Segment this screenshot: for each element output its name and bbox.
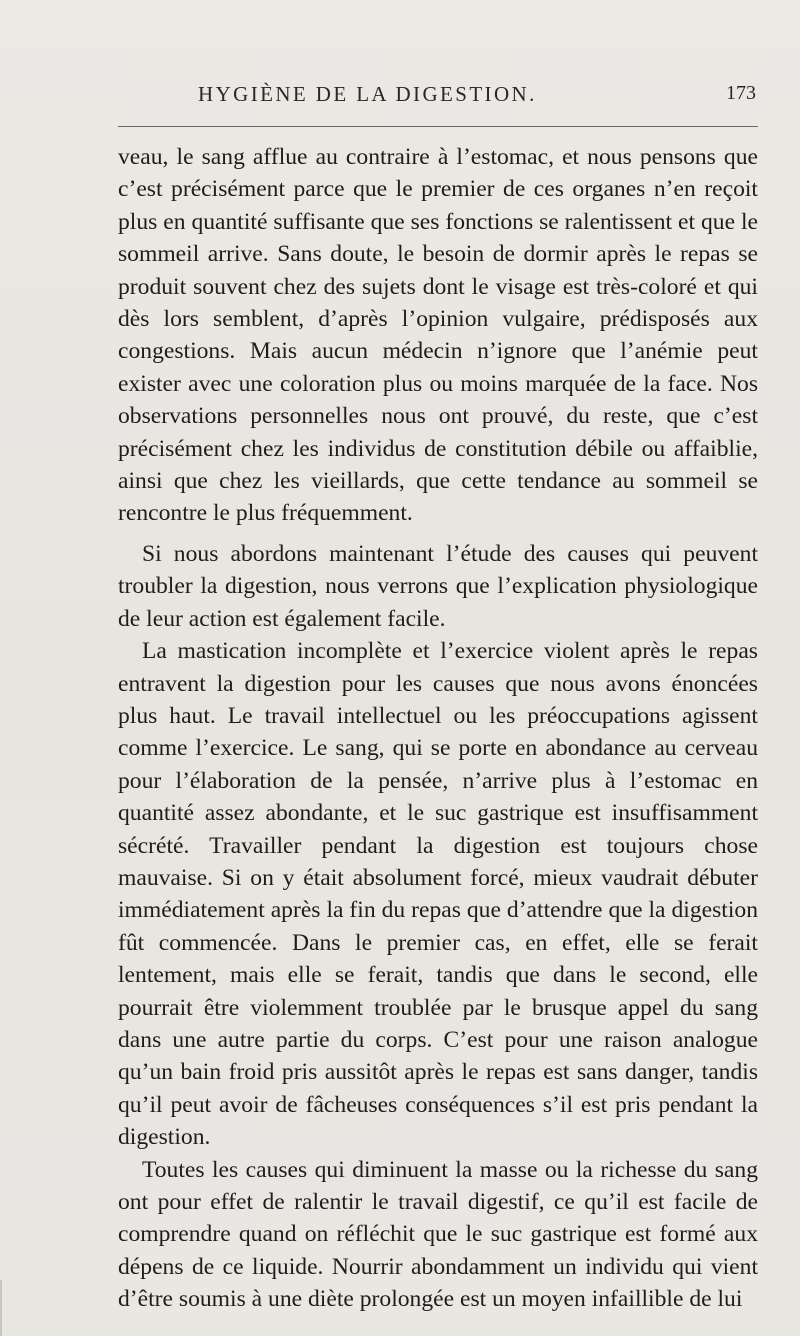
page-number: 173 (726, 82, 756, 104)
paragraph-1: veau, le sang afflue au contraire à l’estomac, et nous pensons que c’est précisément parce que le premier de ces organes n’en reçoit plus en quantité suffisante que ses fonctions se ralentissent et que le sommeil arrive. Sans doute, le besoin de dormir après le repas se produit souvent chez des sujets dont le visage est très-coloré et qui dès lors semblent, d’après l’opinion vulgaire, prédisposés aux congestions. Mais aucun médecin n’ignore que l’anémie peut exister avec une coloration plus ou moins marquée de la face. Nos observations personnelles nous ont prouvé, du reste, que c’est précisément chez les individus de constitution débile ou affaiblie, ainsi que chez les vieillards, que cette tendance au sommeil se rencontre le plus fréquemment. (118, 144, 758, 527)
paragraph-4: Toutes les causes qui diminuent la masse ou la richesse du sang ont pour effet de ralentir le travail digestif, ce qu’il est facile de comprendre quand on réfléchit que le suc gastrique est formé aux dépens de ce liquide. Nourrir abondamment un individu qui vient d’être soumis à une diète prolongée est un moyen infaillible de lui (118, 1156, 758, 1313)
paragraph-3: La mastication incomplète et l’exercice violent après le repas entravent la digestion pour les causes que nous avons énoncées plus haut. Le travail intellectuel ou les préoccupations agissent comme l’exercice. Le sang, qui se porte en abondance au cerveau pour l’élaboration de la pensée, n’arrive plus à l’estomac en quantité assez abondante, et le suc gastrique est insuffisamment sécrété. Travailler pendant la digestion est toujours chose mauvaise. Si on y était absolument forcé, mieux vaudrait débuter immédiatement après la fin du repas que d’attendre que la digestion fût commencée. Dans le premier cas, en effet, elle se ferait lentement, mais elle se ferait, tandis que dans le second, elle pourrait être violemment troublée par le brusque appel du sang dans une autre partie du corps. C’est pour une raison analogue qu’un bain froid pris aussitôt après le repas est sans danger, tandis qu’il peut avoir de fâcheuses conséquences s’il est pris pendant la digestion. (118, 638, 758, 1151)
paragraph-2: Si nous abordons maintenant l’étude des causes qui peuvent troubler la digestion, nous verrons que l’explication physiologique de leur action est également facile. (118, 540, 758, 632)
body-text (118, 141, 758, 1316)
running-head (118, 82, 756, 112)
page-edge-shadow (0, 1280, 2, 1336)
running-title: HYGIÈNE DE LA DIGESTION. (198, 82, 537, 106)
header-rule (118, 126, 758, 127)
